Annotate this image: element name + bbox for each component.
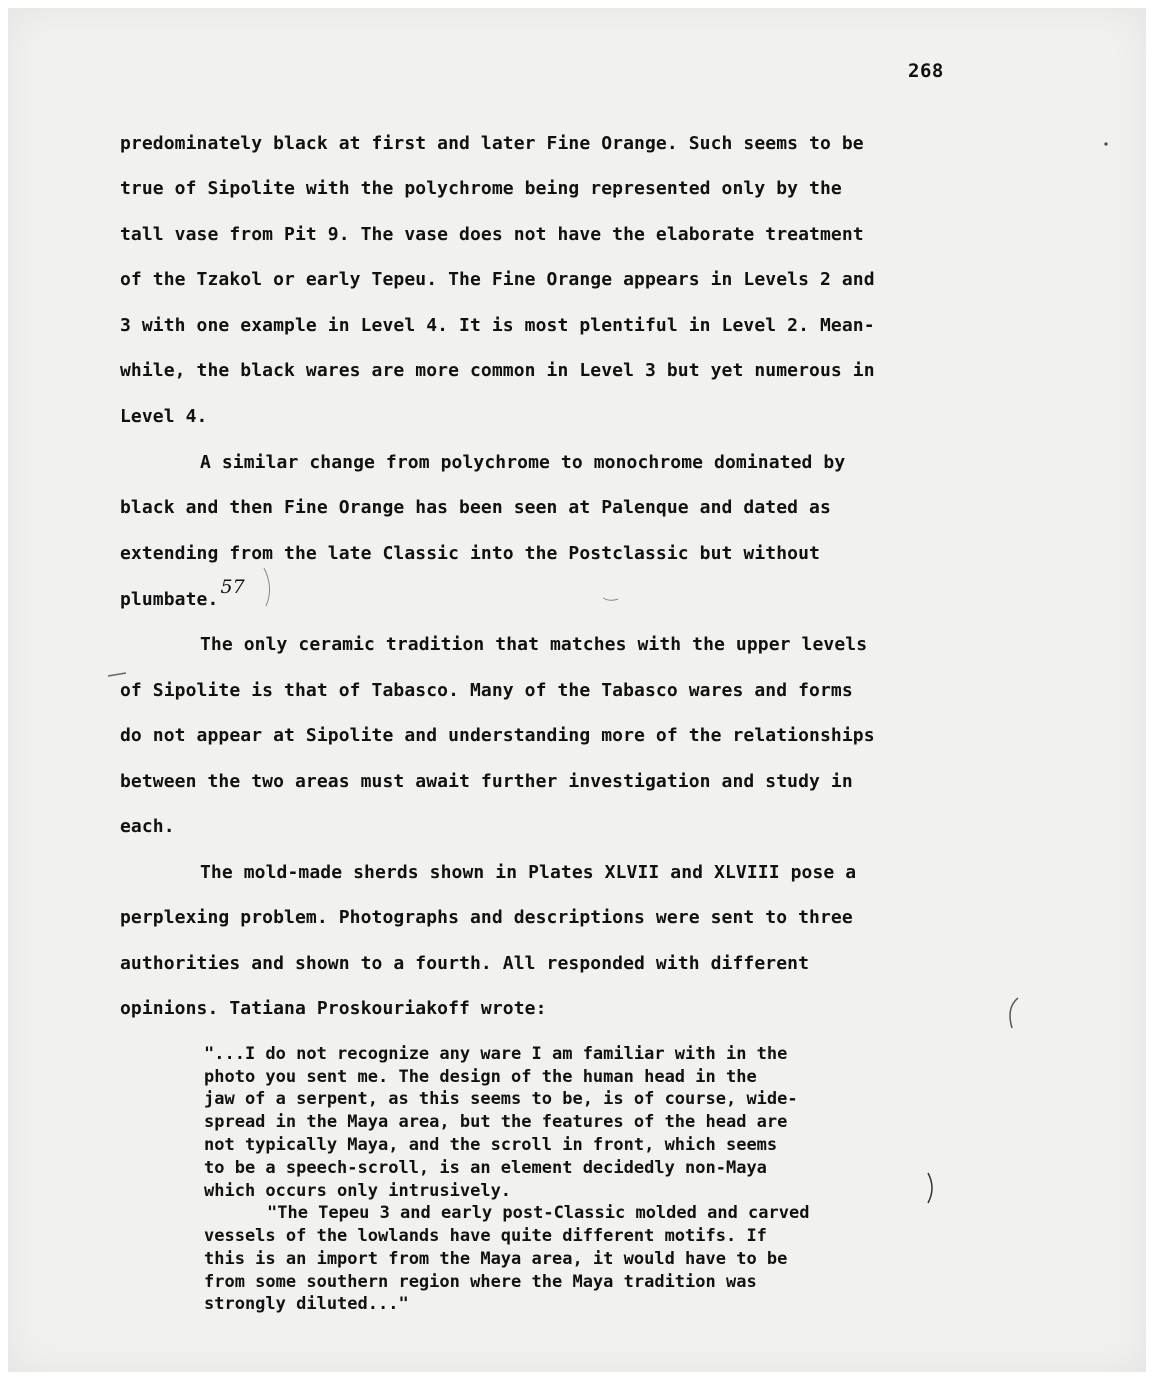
quote-line: "The Tepeu 3 and early post-Classic molded and carved (267, 1203, 810, 1223)
text-line-content: plumbate. (120, 589, 219, 610)
quote-line: this is an import from the Maya area, it would have to be (204, 1249, 788, 1269)
text-line: Level 4. (120, 406, 208, 427)
text-line: black and then Fine Orange has been seen at Palenque and dated as (120, 497, 831, 518)
quote-line: vessels of the lowlands have quite different motifs. If (204, 1226, 767, 1246)
footnote-reference: 57 (220, 576, 245, 598)
page-number: 268 (908, 60, 944, 82)
text-line: while, the black wares are more common in Level 3 but yet numerous in (120, 360, 875, 381)
text-line: tall vase from Pit 9. The vase does not have the elaborate treatment (120, 224, 864, 245)
quote-line: not typically Maya, and the scroll in front, which seems (204, 1135, 778, 1155)
text-line: of the Tzakol or early Tepeu. The Fine Orange appears in Levels 2 and (120, 269, 875, 290)
text-line (120, 576, 245, 610)
document-page (8, 8, 1146, 1372)
text-line: extending from the late Classic into the Postclassic but without (120, 543, 820, 564)
quote-line: to be a speech-scroll, is an element decidedly non-Maya (204, 1158, 767, 1178)
quote-line: spread in the Maya area, but the features of the head are (204, 1112, 788, 1132)
text-line: opinions. Tatiana Proskouriakoff wrote: (120, 998, 547, 1019)
text-line: The mold-made sherds shown in Plates XLVII and XLVIII pose a (200, 862, 857, 883)
text-line: true of Sipolite with the polychrome being represented only by the (120, 178, 842, 199)
text-line: A similar change from polychrome to monochrome dominated by (200, 452, 846, 473)
quote-line: "...I do not recognize any ware I am familiar with in the (204, 1044, 788, 1064)
text-line: perplexing problem. Photographs and descriptions were sent to three (120, 907, 853, 928)
text-line: authorities and shown to a fourth. All responded with different (120, 953, 810, 974)
text-line: do not appear at Sipolite and understanding more of the relationships (120, 725, 875, 746)
quote-line: which occurs only intrusively. (204, 1181, 512, 1201)
text-line: The only ceramic tradition that matches with the upper levels (200, 634, 868, 655)
text-line: between the two areas must await further investigation and study in (120, 771, 853, 792)
text-line: of Sipolite is that of Tabasco. Many of the Tabasco wares and forms (120, 680, 853, 701)
text-line: each. (120, 816, 175, 837)
quote-line: from some southern region where the Maya tradition was (204, 1272, 757, 1292)
quote-line: photo you sent me. The design of the human head in the (204, 1067, 757, 1087)
quote-line: strongly diluted..." (204, 1294, 409, 1314)
text-line: predominately black at first and later Fine Orange. Such seems to be (120, 133, 864, 154)
text-line: 3 with one example in Level 4. It is most plentiful in Level 2. Mean- (120, 315, 875, 336)
quote-line: jaw of a serpent, as this seems to be, is of course, wide- (204, 1089, 798, 1109)
